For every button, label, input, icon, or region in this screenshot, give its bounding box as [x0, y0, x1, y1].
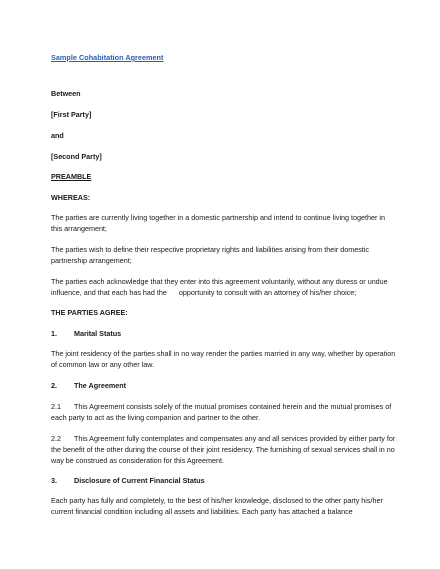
recital-1: The parties are currently living together in a domestic partnership and intend to continue living together in this arrangement;: [51, 213, 386, 233]
and-label: and: [51, 131, 64, 140]
second-party-placeholder: [Second Party]: [51, 152, 102, 161]
clause-2-1: [51, 401, 396, 423]
section-1-body: The joint residency of the parties shall in no way render the parties married in any way, whether by operation of common law or any other law.: [51, 349, 396, 369]
between-label: Between: [51, 89, 81, 98]
clause-text: This Agreement fully contemplates and compensates any and all services provided by either party for the benefit of the other during the course of their joint residency. The furnishing of sexual services shall in no way be construed as consideration for this Agreement.: [51, 434, 396, 465]
clause-number: 2.1: [51, 402, 61, 411]
clause-number: 2.2: [51, 434, 61, 443]
section-number: 1.: [51, 329, 57, 338]
parties-agree-heading: THE PARTIES AGREE:: [51, 308, 128, 317]
whereas-heading: WHEREAS:: [51, 193, 91, 202]
clause-2-2: [51, 433, 396, 466]
first-party-placeholder: [First Party]: [51, 110, 92, 119]
section-number: 2.: [51, 381, 57, 390]
section-2-heading: [51, 380, 396, 391]
recital-3: The parties each acknowledge that they enter into this agreement voluntarily, without any duress or undue influence, and that each has had the opportunity to consult with an attorney of his/her choice;: [51, 277, 390, 297]
section-3-body: Each party has fully and completely, to the best of his/her knowledge, disclosed to the other party his/her current financial condition including all assets and liabilities. Each party has attached a balance: [51, 496, 383, 516]
clause-text: This Agreement consists solely of the mutual promises contained herein and the mutual promises of each party to act as the living companion and partner to the other.: [51, 402, 392, 422]
section-title: The Agreement: [74, 381, 127, 390]
section-number: 3.: [51, 476, 57, 485]
section-title: Marital Status: [74, 329, 122, 338]
section-title: Disclosure of Current Financial Status: [74, 476, 205, 485]
section-3-heading: [51, 475, 396, 486]
document-title[interactable]: Sample Cohabitation Agreement: [51, 53, 164, 62]
preamble-heading: PREAMBLE: [51, 172, 92, 181]
section-1-heading: [51, 328, 396, 339]
recital-2: The parties wish to define their respective proprietary rights and liabilities arising from their domestic partnership arrangement;: [51, 245, 369, 265]
